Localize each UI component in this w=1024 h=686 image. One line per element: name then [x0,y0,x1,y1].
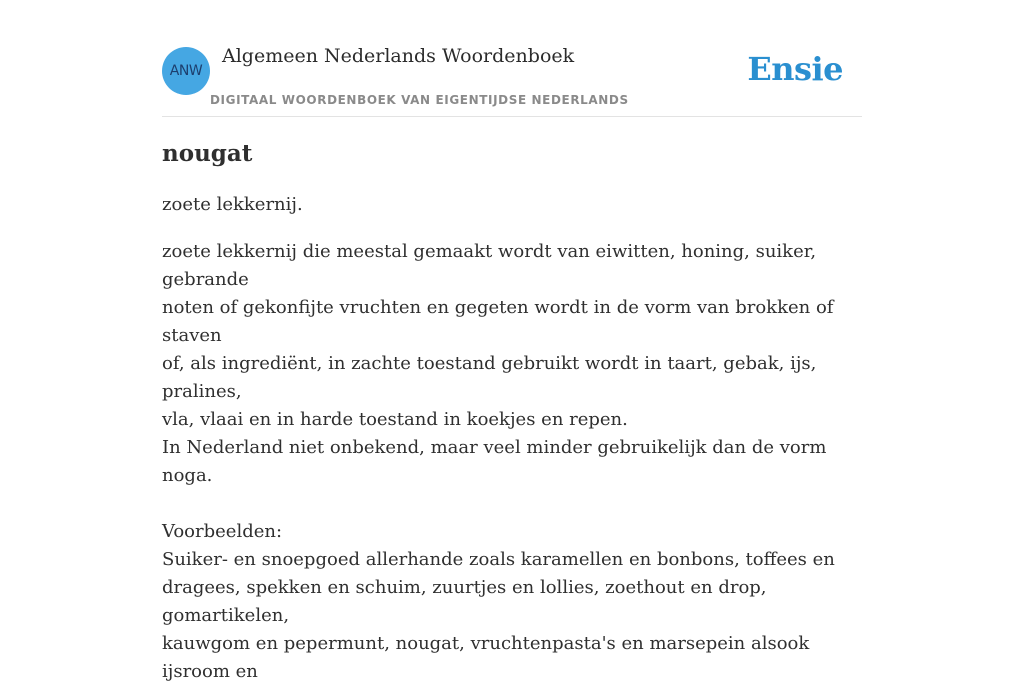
definition-line: zoete lekkernij die meestal gemaakt wordt van eiwitten, honing, suiker, gebrande [162,241,817,290]
paragraph-spacer [162,490,862,518]
long-definition [162,238,862,686]
site-title[interactable]: Algemeen Nederlands Woordenboek [222,45,575,67]
site-subtitle: DIGITAAL WOORDENBOEK VAN EIGENTIJDSE NEDERLANDS [210,93,629,107]
entry-headword: nougat [162,140,253,167]
examples-heading: Voorbeelden: [162,521,283,542]
ensie-brand-logo[interactable]: Ensie [747,50,843,88]
definition-line: noten of gekonfijte vruchten en gegeten wordt in de vorm van brokken of staven [162,297,834,346]
short-definition: zoete lekkernij. [162,194,303,215]
definition-line: In Nederland niet onbekend, maar veel minder gebruikelijk dan de vorm noga. [162,437,827,486]
definition-line: of, als ingrediënt, in zachte toestand gebruikt wordt in taart, gebak, ijs, pralines, [162,353,817,402]
definition-line: vla, vlaai en in harde toestand in koekjes en repen. [162,409,628,430]
example-line: Suiker- en snoepgoed allerhande zoals karamellen en bonbons, toffees en [162,549,835,570]
anw-logo[interactable]: ANW [162,47,210,95]
example-line: dragees, spekken en schuim, zuurtjes en lollies, zoethout en drop, gomartikelen, [162,577,767,626]
entry-content [162,136,862,686]
site-header [162,40,862,117]
example-line: kauwgom en pepermunt, nougat, vruchtenpasta's en marsepein alsook ijsroom en [162,633,810,682]
